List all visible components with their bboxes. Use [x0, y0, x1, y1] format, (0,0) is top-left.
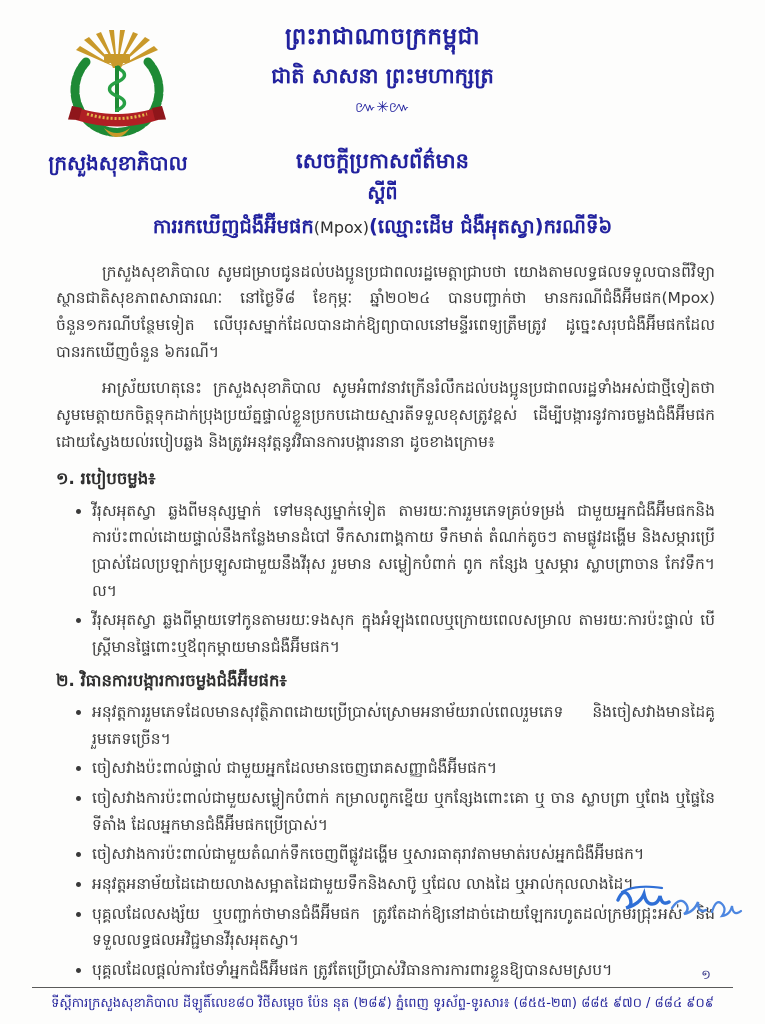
- title-regarding: ស្តីពី: [367, 182, 398, 205]
- list-item: • វីរុសអុតស្វា ឆ្លងពីមនុស្សម្នាក់ ទៅមនុស្សម្នាក់ទៀត តាមរយៈការរួមភេទគ្រប់ទម្រង់ ជាមួយអ្នកជំងឺអ៊ីមផកនិងការប៉ះពាល់ដោយផ្ទាល់នឹងកន្លែងមានដំបៅ ទឹកសារពាង្គកាយ ទឹកមាត់ តំណក់តូចៗ តាមផ្លូវដង្ហើម និងសម្ភារប្រើប្រាស់ដែលប្រឡាក់ប្រឡូសជាមួយនឹងវីរុស រួមមាន សម្លៀកបំពាក់ ពូក កន្សែង ឬសម្ភារ ស្លាបព្រាចាន កែវទឹក។ល។: [92, 498, 715, 605]
- title-subject-khmer-2: (ឈ្មោះដើម ជំងឺអុតស្វា)ករណីទី៦: [369, 215, 613, 239]
- section-1-bullet-list: [66, 498, 715, 661]
- page-number: ១: [701, 968, 711, 983]
- ministry-of-health-emblem-icon: [52, 28, 182, 146]
- list-item: • បុគ្គលដែលសង្ស័យ ឬបញ្ជាក់ថាមានជំងឺអ៊ីមផក ត្រូវតែដាក់ឱ្យនៅដាច់ដោយឡែករហូតដល់ក្រមរជ្រុះអស់ និងទទួលលទ្ធផលអវិជ្ជមានវីរុសអុតស្វា។: [92, 901, 715, 954]
- national-motto: ជាតិ សាសនា ព្រះមហាក្សត្រ: [271, 63, 494, 88]
- footer-divider: [32, 987, 733, 988]
- footer-address: ទីស្តីការក្រសួងសុខាភិបាល ដីឡូតិ៍លេខ៨០ វិថីសម្តេច ប៉ែន នុត (២៨៩) ភ្នំពេញ ទូរស័ព្ទ-ទូរសារ៖ (៨៥៥-២៣) ៨៨៥ ៩៧០ / ៨៨៤ ៩០៩: [51, 996, 714, 1011]
- list-item: • ចៀសវាងការប៉ះពាល់ជាមួយតំណក់ទឹកចេញពីផ្លូវដង្ហើម ឬសារធាតុរាវតាមមាត់របស់អ្នកជំងឺអ៊ីមផក។: [92, 841, 715, 868]
- section-2-bullet-list: [66, 699, 715, 984]
- list-item: • អនុវត្តអនាម័យដៃដោយលាងសម្អាតដៃជាមួយទឹកនិងសាប៊ូ ឬជែល លាងដៃ ឬអាល់កុលលាងដៃ។: [92, 871, 715, 898]
- title-subject-latin: (Mpox): [313, 218, 369, 238]
- section-1-heading: ១. របៀបចម្លង៖: [56, 469, 156, 489]
- list-item: • អនុវត្តការរួមភេទដែលមានសុវត្ថិភាពដោយប្រើប្រាស់ស្រោមអនាម័យរាល់ពេលរួមភេទ និងចៀសវាងមានដៃគូរួមភេទច្រើន។: [92, 699, 715, 752]
- list-item: • ចៀសវាងប៉ះពាល់ផ្ទាល់ ជាមួយអ្នកដែលមានចេញរោគសញ្ញាជំងឺអ៊ីមផក។: [92, 755, 715, 782]
- kingdom-name: ព្រះរាជាណាចក្រកម្ពុជា: [284, 24, 481, 50]
- page-footer: [32, 967, 733, 1014]
- ornament-divider: ៚✳៚: [354, 98, 411, 116]
- ministry-name: ក្រសួងសុខាភិបាល: [48, 151, 188, 175]
- title-subject: [0, 212, 765, 242]
- paragraph-appeal: អាស្រ័យហេតុនេះ ក្រសួងសុខាភិបាល សូមអំពាវនាវក្រើនរំលឹកដល់បងប្អូនប្រជាពលរដ្ឋទាំងអស់ជាថ្មីទៀតថា សូមមេត្តាយកចិត្តទុកដាក់ប្រុងប្រយ័ត្នផ្ទាល់ខ្លួនប្រកបដោយស្មារតីទទួលខុសត្រូវខ្ពស់ ដើម្បីបង្ការនូវការចម្លងជំងឺអ៊ីមផកដោយស្វែងយល់របៀបឆ្លង និងត្រូវអនុវត្តនូវវិធានការបង្ការនានា ដូចខាងក្រោម៖: [56, 379, 715, 451]
- list-item: • វីរុសអុតស្វា ឆ្លងពីម្តាយទៅកូនតាមរយៈទងសុក ក្នុងអំឡុងពេលឬក្រោយពេលសម្រាល តាមរយៈការប៉ះផ្ទាល់ បើស្ត្រីមានផ្ទៃពោះឬឪពុកម្តាយមានជំងឺអ៊ីមផក។: [92, 607, 715, 660]
- list-item: • បុគ្គលដែលផ្តល់ការថែទាំអ្នកជំងឺអ៊ីមផក ត្រូវតែប្រើប្រាស់វិធានការការពារខ្លួនឱ្យបានសមស្រប។: [92, 957, 715, 984]
- title-subject-khmer-1: ការរកឃើញជំងឺអ៊ីមផក: [152, 215, 314, 239]
- list-item: • ចៀសវាងការប៉ះពាល់ជាមួយសម្លៀកបំពាក់ កម្រាលពូកខ្នើយ ឬកន្សែងពោះគោ ឬ ចាន ស្លាបព្រា ឬពែង ឬផ្ទៃនៃទីតាំង ដែលអ្នកមានជំងឺអ៊ីមផកប្រើប្រាស់។: [92, 785, 715, 838]
- paragraph-announcement: ក្រសួងសុខាភិបាល សូមជម្រាបជូនដល់បងប្អូនប្រជាពលរដ្ឋមេត្តាជ្រាបថា យោងតាមលទ្ធផលទទួលបានពីវិទ្យាស្ថានជាតិសុខភាពសាធារណៈ នៅថ្ងៃទី៨ ខែកុម្ភៈ ឆ្នាំ២០២៤ បានបញ្ជាក់ថា មានករណីជំងឺអ៊ីមផក(Mpox) ចំនួន១ករណីបន្ថែមទៀត លើបុរសម្នាក់ដែលបានដាក់ឱ្យព្យាបាលនៅមន្ទីរពេទ្យត្រឹមត្រូវ ដូច្នេះសរុបជំងឺអ៊ីមផកដែលបានរកឃើញចំនួន ៦ករណី។: [56, 262, 715, 361]
- signature-initials-icon: [612, 874, 750, 926]
- section-2-heading: ២. វិធានការបង្ការការចម្លងជំងឺអ៊ីមផក៖: [56, 670, 287, 690]
- title-press-release: សេចក្តីប្រកាសព័ត៌មាន: [296, 148, 469, 173]
